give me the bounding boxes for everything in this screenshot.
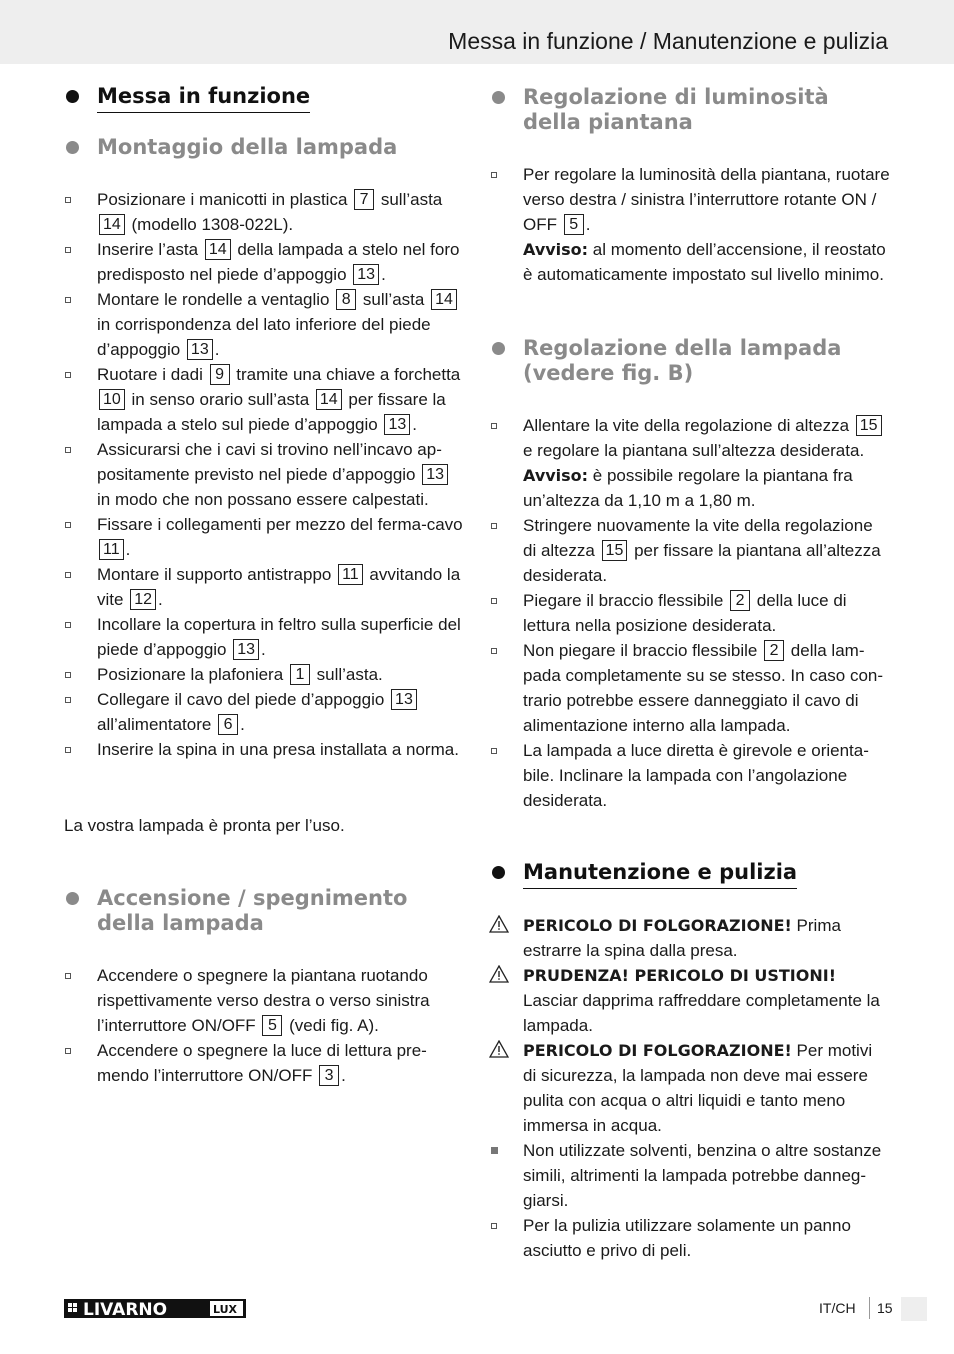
square-bullet-icon [65,672,71,678]
part-reference-number: 11 [338,564,363,585]
part-reference-number: 1 [290,664,310,685]
item-text: . [341,1066,346,1085]
list-item [64,963,464,1038]
item-text: in senso orario sull’asta [126,390,314,409]
list-item [64,187,464,237]
item-text: in corrispondenza del lato inferiore del piede d’appoggio [97,315,431,359]
list-item [490,413,890,513]
item-text: Ruotare i dadi [97,365,208,384]
item-text: sull’asta [376,190,443,209]
part-reference-number: 13 [233,639,259,660]
part-reference-number: 3 [319,1065,339,1086]
item-text: Collegare il cavo del piede d’appoggio [97,690,390,709]
part-reference-number: 15 [856,415,882,436]
item-text: Non utilizzate solventi, benzina o altre sostanze simili, altrimenti la lampada potrebbe danneg-giarsi. [523,1141,882,1210]
filled-square-bullet-icon [491,1147,498,1154]
part-reference-number: 2 [730,590,750,611]
list-item [64,612,464,662]
adjust-list [490,413,890,813]
heading-bullet-icon [492,91,505,104]
part-reference-number: 14 [316,389,342,410]
item-text: avvitando la vite [97,565,461,609]
square-bullet-icon [65,297,71,303]
bold-notice: Avviso: [523,466,589,485]
item-text: . [157,590,163,609]
heading-regolazione: Regolazione della lampada (vedere fig. B) [490,336,883,386]
part-reference-number: 14 [99,214,125,235]
square-bullet-icon [65,747,71,753]
warning-triangle-icon [489,1040,509,1058]
item-text: sull’asta. [311,665,383,684]
part-reference-number: 10 [99,389,125,410]
item-text: all’alimentatore [97,715,217,734]
square-bullet-icon [65,197,71,203]
item-text: . [214,340,220,359]
item-text: . [585,215,591,234]
bold-notice: Avviso: [523,240,589,259]
heading-bullet-icon [492,342,505,355]
page-number: 15 [877,1300,893,1316]
part-reference-number: 8 [336,289,356,310]
list-item [64,362,464,437]
item-text: Inserire l’asta [97,240,203,259]
item-text: Montare il supporto antistrappo [97,565,337,584]
list-item [64,662,464,687]
item-text: . [240,715,245,734]
bold-notice: PERICOLO DI FOLGORAZIONE! [523,916,792,935]
part-reference-number: 12 [130,589,156,610]
assembly-list [64,187,464,762]
item-text: La lampada a luce diretta è girevole e orienta-bile. Inclinare la lampada con l’angolazione desiderata. [523,741,869,810]
footer-tab [901,1297,927,1321]
item-text: Piegare il braccio flessibile [523,591,729,610]
part-reference-number: 13 [422,464,448,485]
square-bullet-icon [65,372,71,378]
heading-manutenzione: Manutenzione e pulizia [490,860,797,889]
square-bullet-icon [65,572,71,578]
livarno-lux-logo [64,1297,246,1325]
item-text: . [125,540,131,559]
switch-list [64,963,464,1088]
item-text: Posizionare la plafoniera [97,665,288,684]
warning-triangle-icon [489,915,509,933]
heading-bullet-icon [66,90,79,103]
item-text: Posizionare i manicotti in plastica [97,190,353,209]
item-text: Inserire la spina in una presa installata a norma. [97,740,459,759]
list-item [490,1038,890,1138]
item-text: Allentare la vite della regolazione di altezza [523,416,854,435]
list-item [64,737,464,762]
square-bullet-icon [65,447,71,453]
heading-accensione: Accensione / spegnimento della lampada [64,886,457,936]
item-text: . [381,265,386,284]
square-bullet-icon [491,598,497,604]
item-text: al momento dell’accensione, il reostato è automaticamente impostato sul livello minimo. [523,240,886,284]
item-text: Assicurarsi che i cavi si trovino nell’incavo ap-positamente previsto nel piede d’appoggio [97,440,442,484]
list-item [490,963,890,1038]
part-reference-number: 2 [764,640,784,661]
square-bullet-icon [65,622,71,628]
item-text: e regolare la piantana sull’altezza desiderata. [523,441,865,460]
item-text: Accendere o spegnere la luce di lettura pre-mendo l’interruttore ON/OFF [97,1041,427,1085]
square-bullet-icon [65,697,71,703]
list-item [64,562,464,612]
part-reference-number: 14 [205,239,231,260]
svg-text:LIVARNO: LIVARNO [83,1300,168,1320]
square-bullet-icon [491,172,497,178]
item-text: (modello 1308-022L). [126,215,294,234]
list-item [490,513,890,588]
item-text: della lampada a stelo nel foro predisposto nel piede d’appoggio [97,240,460,284]
part-reference-number: 13 [384,414,410,435]
list-item [64,1038,464,1088]
square-bullet-icon [491,523,497,529]
square-bullet-icon [65,522,71,528]
item-text: Per regolare la luminosità della piantana, ruotare verso destra / sinistra l’interruttore rotante ON / OFF [523,165,890,234]
item-text: Fissare i collegamenti per mezzo del ferma-cavo [97,515,463,534]
warning-triangle-icon [489,965,509,983]
part-reference-number: 13 [391,689,417,710]
heading-bullet-icon [492,866,505,879]
footer-language: IT/CH [819,1300,856,1316]
item-text: tramite una chiave a forchetta [231,365,461,384]
list-item [490,738,890,813]
part-reference-number: 5 [564,214,584,235]
part-reference-number: 13 [187,339,213,360]
square-bullet-icon [65,1048,71,1054]
ready-text: La vostra lampada è pronta per l’uso. [64,816,345,835]
item-text: Prima estrarre la spina dalla presa. [523,916,841,960]
square-bullet-icon [491,648,497,654]
part-reference-number: 5 [262,1015,282,1036]
item-text: Stringere nuovamente la vite della regolazione di altezza [523,516,873,560]
item-text: è possibile regolare la piantana fra un’altezza da 1,10 m a 1,80 m. [523,466,853,510]
heading-bullet-icon [66,141,79,154]
list-item [64,437,464,512]
list-item [490,638,890,738]
item-text: per fissare la piantana all’altezza desiderata. [523,541,881,585]
list-item [490,913,890,963]
heading-bullet-icon [66,892,79,905]
list-item [64,687,464,737]
item-text: della luce di lettura nella posizione desiderata. [523,591,847,635]
item-text: in modo che non possano essere calpestati. [97,490,429,509]
item-text: Incollare la copertura in feltro sulla superficie del piede d’appoggio [97,615,461,659]
square-bullet-icon [65,973,71,979]
brightness-list [490,162,890,287]
item-text: Per la pulizia utilizzare solamente un panno asciutto e privo di peli. [523,1216,851,1260]
item-text: sull’asta [358,290,430,309]
part-reference-number: 13 [353,264,379,285]
part-reference-number: 9 [210,364,230,385]
item-text: . [261,640,266,659]
svg-text:LUX: LUX [213,1303,238,1316]
heading-luminosita: Regolazione di luminosità della piantana [490,85,883,135]
list-item [64,287,464,362]
square-bullet-icon [491,423,497,429]
square-bullet-icon [65,247,71,253]
list-item [490,588,890,638]
list-item [64,237,464,287]
part-reference-number: 7 [354,189,374,210]
part-reference-number: 11 [99,539,124,560]
part-reference-number: 15 [602,540,628,561]
list-item [490,1138,890,1213]
bold-notice: PRUDENZA! PERICOLO DI USTIONI! [523,966,836,985]
footer-divider [869,1297,870,1319]
part-reference-number: 6 [218,714,238,735]
heading-montaggio: Montaggio della lampada [64,135,457,160]
item-text: Accendere o spegnere la piantana ruotando rispettivamente verso destra o verso sinistra l’interruttore ON/OFF [97,966,430,1035]
item-text: della lam-pada completamente su se stesso. In caso con-trario potrebbe essere danneggiato il cavo di alimentazione interno alla lampada. [523,641,884,735]
item-text: Per motivi di sicurezza, la lampada non deve mai essere pulita con acqua o altri liquidi e tanto meno immersa in acqua. [523,1041,873,1135]
heading-messa-in-funzione: Messa in funzione [64,84,310,113]
square-bullet-icon [491,1223,497,1229]
item-text: per fissare la lampada a stelo sul piede d’appoggio [97,390,446,434]
item-text: Montare le rondelle a ventaglio [97,290,335,309]
item-text: . [412,415,417,434]
bold-notice: PERICOLO DI FOLGORAZIONE! [523,1041,792,1060]
item-text: Non piegare il braccio flessibile [523,641,763,660]
list-item [490,162,890,287]
list-item [490,1213,890,1263]
square-bullet-icon [491,748,497,754]
maintenance-list [490,913,890,1263]
logo-icon [64,1297,246,1321]
part-reference-number: 14 [431,289,457,310]
page-title: Messa in funzione / Manutenzione e pulizia [448,28,888,54]
item-text: Lasciar dapprima raffreddare completamente la lampada. [523,991,880,1035]
list-item [64,512,464,562]
item-text: (vedi fig. A). [284,1016,379,1035]
